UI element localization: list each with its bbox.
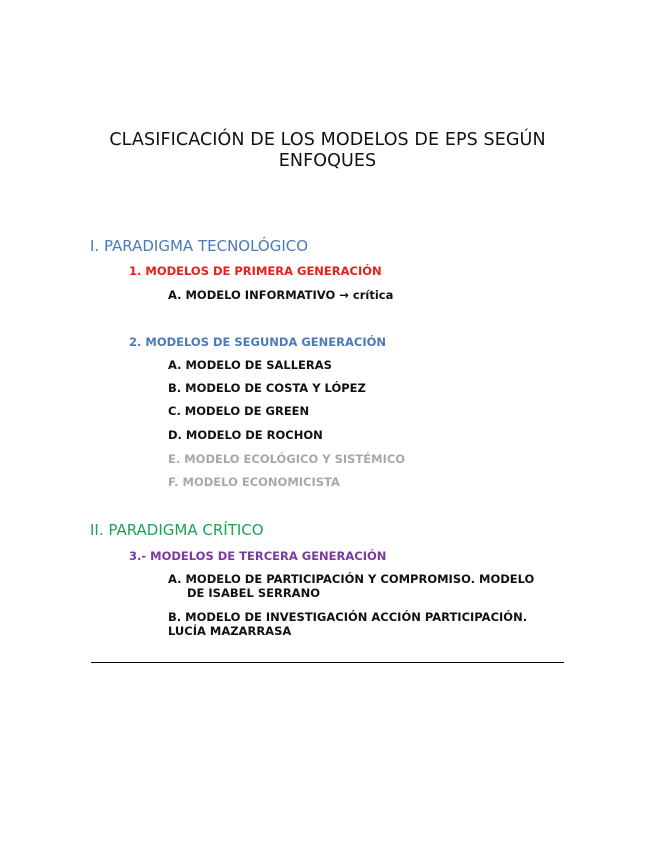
model-investigacion-line-1: B. MODELO DE INVESTIGACIÓN ACCIÓN PARTICIPACIÓN. bbox=[168, 610, 528, 624]
model-participacion-line-2: DE ISABEL SERRANO bbox=[187, 586, 320, 600]
page-title-line-1: CLASIFICACIÓN DE LOS MODELOS DE EPS SEGÚN bbox=[109, 130, 546, 150]
model-participacion-line-1: A. MODELO DE PARTICIPACIÓN Y COMPROMISO. MODELO bbox=[168, 572, 535, 586]
third-generation-heading: 3.- MODELOS DE TERCERA GENERACIÓN bbox=[129, 549, 387, 563]
second-generation-heading: 2. MODELOS DE SEGUNDA GENERACIÓN bbox=[129, 335, 387, 349]
model-investigacion-accion-item bbox=[168, 610, 563, 638]
page-title bbox=[80, 130, 575, 172]
paradigm-critico-heading: II. PARADIGMA CRÍTICO bbox=[90, 521, 264, 539]
first-generation-heading: 1. MODELOS DE PRIMERA GENERACIÓN bbox=[129, 264, 382, 278]
model-informativo-item: A. MODELO INFORMATIVO → crítica bbox=[168, 288, 394, 302]
page-title-line-2: ENFOQUES bbox=[278, 151, 377, 171]
paradigm-tecnologico-heading: I. PARADIGMA TECNOLÓGICO bbox=[90, 237, 309, 255]
model-costa-lopez-item: B. MODELO DE COSTA Y LÓPEZ bbox=[168, 381, 366, 395]
model-economicista-item: F. MODELO ECONOMICISTA bbox=[168, 475, 340, 489]
model-investigacion-line-2: LUCÍA MAZARRASA bbox=[168, 624, 292, 638]
model-participacion-compromiso-item bbox=[168, 572, 563, 600]
model-rochon-item: D. MODELO DE ROCHON bbox=[168, 428, 323, 442]
model-green-item: C. MODELO DE GREEN bbox=[168, 404, 310, 418]
model-ecologico-sistemico-item: E. MODELO ECOLÓGICO Y SISTÉMICO bbox=[168, 452, 406, 466]
model-salleras-item: A. MODELO DE SALLERAS bbox=[168, 358, 332, 372]
horizontal-divider bbox=[91, 662, 564, 663]
